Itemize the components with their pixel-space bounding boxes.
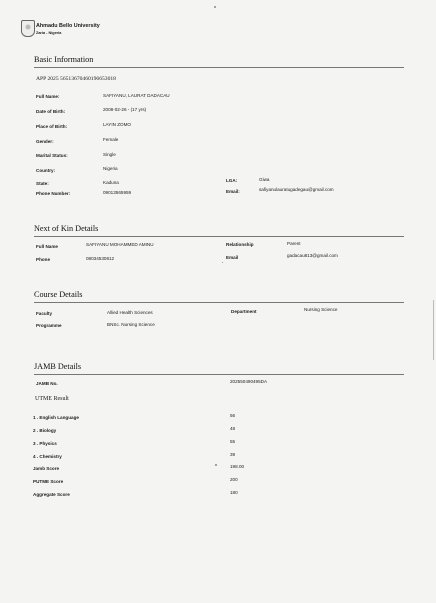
kin-full-name-value: SAFIYANU MOHAMMED AMINU xyxy=(86,242,154,247)
marital-status-label: Marital Status: xyxy=(36,153,68,158)
kin-phone-label: Phone xyxy=(36,257,51,262)
result-value: 200 xyxy=(230,477,238,482)
kin-email-label: Email xyxy=(226,255,239,260)
kin-email-value: gadacau813@gmail.com xyxy=(287,253,338,258)
scan-speck xyxy=(215,464,217,466)
full-name-value: SAFIYANU, LAURAT DADACAU xyxy=(103,93,170,98)
scan-speck xyxy=(222,262,223,263)
lga-value: Giwa xyxy=(259,177,270,182)
place-of-birth-value: LAYIN ZOMO xyxy=(103,122,131,127)
programme-label: Programme xyxy=(36,323,62,328)
result-label: 4 . Chemistry xyxy=(33,454,62,459)
country-label: Country: xyxy=(36,168,56,173)
application-number: APP 2025 56513670460196653018 xyxy=(36,76,116,82)
faculty-label: Faculty xyxy=(36,311,53,316)
relationship-label: Relationship xyxy=(226,242,254,247)
next-of-kin-heading: Next of Kin Details xyxy=(34,224,99,233)
gender-label: Gender: xyxy=(36,139,54,144)
lga-label: LGA: xyxy=(226,178,238,183)
relationship-value: Parent xyxy=(287,241,301,246)
phone-number-label: Phone Number: xyxy=(36,191,71,196)
state-label: State: xyxy=(36,181,49,186)
scan-edge xyxy=(433,300,434,360)
section-divider xyxy=(34,236,404,237)
basic-info-heading: Basic Information xyxy=(34,55,94,64)
course-details-heading: Course Details xyxy=(34,290,83,299)
jamb-details-heading: JAMB Details xyxy=(34,362,82,371)
section-divider xyxy=(34,302,404,303)
dob-label: Date of Birth: xyxy=(36,109,66,114)
utme-result-heading: UTME Result xyxy=(35,396,69,402)
state-value: Kaduna xyxy=(103,180,119,185)
email-value: safiyanulauratugadegau@gmail.com xyxy=(259,187,334,192)
result-value: 48 xyxy=(230,426,236,431)
university-location: Zaria - Nigeria xyxy=(36,31,62,35)
result-value: 55 xyxy=(230,439,236,444)
place-of-birth-label: Place of Birth: xyxy=(36,124,68,129)
programme-value: BNSc. Nursing Science xyxy=(107,322,155,327)
dob-value: 2008-02-26 - (17 yrs) xyxy=(103,107,147,112)
result-label: Aggregate Score xyxy=(33,492,70,497)
university-logo-icon xyxy=(21,20,35,37)
result-value: 180 xyxy=(230,490,238,495)
gender-value: Female xyxy=(103,137,119,142)
department-label: Department xyxy=(231,309,257,314)
result-label: 1 . English Language xyxy=(33,415,79,420)
full-name-label: Full Name: xyxy=(36,94,60,99)
section-divider xyxy=(34,67,404,68)
faculty-value: Allied Health Sciences xyxy=(107,310,153,315)
jamb-no-value: 202550490495DA xyxy=(230,379,268,384)
email-label: Email: xyxy=(226,189,240,194)
department-value: Nursing Science xyxy=(304,307,338,312)
marital-status-value: Single xyxy=(103,152,116,157)
kin-phone-value: 08034530812 xyxy=(86,256,115,261)
scan-speck xyxy=(214,6,216,8)
result-value: 39 xyxy=(230,452,236,457)
country-value: Nigeria xyxy=(103,166,118,171)
result-label: 2 . Biology xyxy=(33,428,57,433)
result-label: Jamb Score xyxy=(33,466,60,471)
phone-number-value: 09013565959 xyxy=(103,190,132,195)
jamb-no-label: JAMB No. xyxy=(36,381,58,386)
result-value: 56 xyxy=(230,413,236,418)
kin-full-name-label: Full Name xyxy=(36,244,58,249)
result-label: PUTME Score xyxy=(33,479,64,484)
section-divider xyxy=(34,374,404,375)
result-label: 3 . Physics xyxy=(33,441,57,446)
result-value: 198.00 xyxy=(230,464,245,469)
university-name: Ahmadu Bello University xyxy=(36,23,100,29)
